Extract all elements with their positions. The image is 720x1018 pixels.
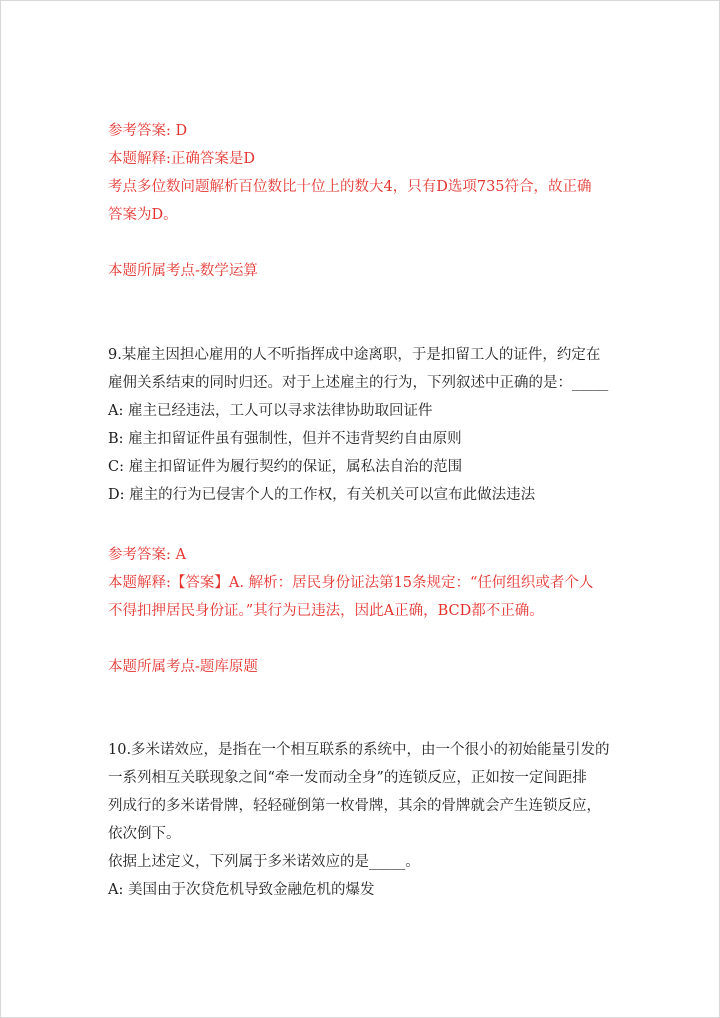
question-stem-line: 10.多米诺效应，是指在一个相互联系的系统中，由一个很小的初始能量引发的	[108, 742, 610, 758]
question-stem-line: 一系列相互关联现象之间“牵一发而动全身”的连锁反应，正如按一定间距排	[108, 770, 587, 786]
question-9	[108, 341, 608, 509]
option-d: D: 雇主的行为已侵害个人的工作权，有关机关可以宣布此做法违法	[108, 487, 536, 503]
question-9-answer	[108, 541, 608, 625]
question-stem-line: 依次倒下。	[108, 826, 181, 842]
analysis-line: 考点多位数问题解析百位数比十位上的数大4，只有D选项735符合，故正确	[108, 179, 592, 195]
explanation-line: 本题解释:正确答案是D	[108, 151, 256, 167]
option-a: A: 美国由于次贷危机导致金融危机的爆发	[108, 882, 375, 898]
previous-answer-block	[108, 117, 608, 229]
option-c: C: 雇主扣留证件为履行契约的保证，属私法自治的范围	[108, 459, 463, 475]
explanation-line: 本题解释:【答案】A. 解析：居民身份证法第15条规定：“任何组织或者个人	[108, 575, 594, 591]
answer-line: 参考答案: D	[108, 123, 188, 139]
option-b: B: 雇主扣留证件虽有强制性，但并不违背契约自由原则	[108, 431, 462, 447]
answer-line: 参考答案: A	[108, 547, 186, 563]
question-stem-line: 9.某雇主因担心雇用的人不听指挥成中途离职，于是扣留工人的证件，约定在	[108, 347, 601, 363]
explanation-line: 不得扣押居民身份证。”其行为已违法，因此A正确，BCD都不正确。	[108, 603, 544, 619]
previous-topic-tag: 本题所属考点-数学运算	[108, 263, 258, 279]
analysis-line: 答案为D。	[108, 207, 178, 223]
question-prompt-line: 依据上述定义，下列属于多米诺效应的是_____。	[108, 854, 420, 870]
question-10	[108, 736, 608, 904]
question-stem-line: 列成行的多米诺骨牌，轻轻碰倒第一枚骨牌，其余的骨牌就会产生连锁反应，	[108, 798, 601, 814]
question-9-topic-tag: 本题所属考点-题库原题	[108, 659, 258, 675]
question-stem-line: 雇佣关系结束的同时归还。对于上述雇主的行为，下列叙述中正确的是：_____	[108, 375, 609, 391]
option-a: A: 雇主已经违法，工人可以寻求法律协助取回证件	[108, 403, 433, 419]
